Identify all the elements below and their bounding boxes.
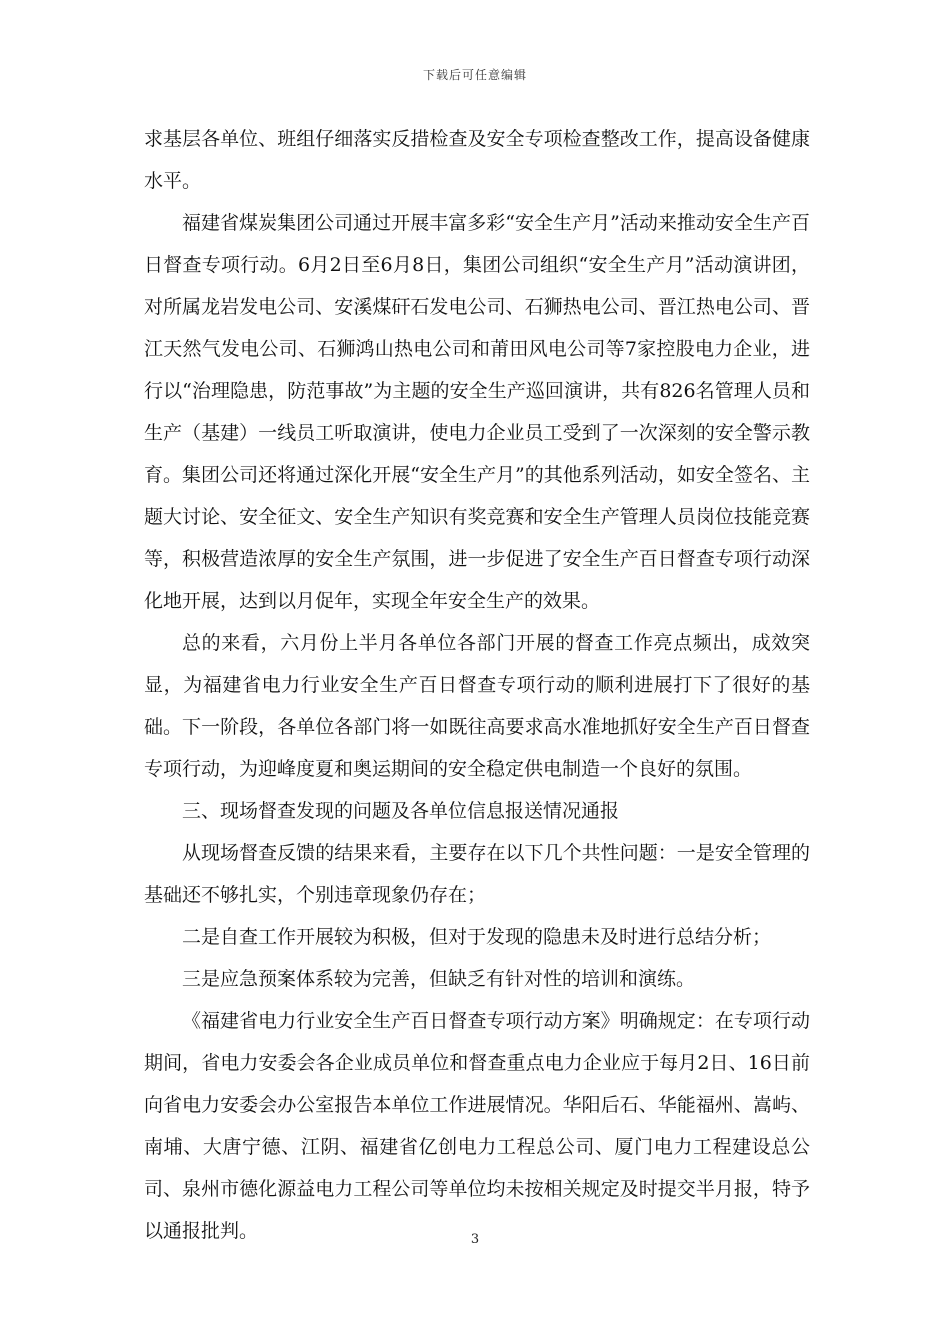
paragraph-issue-one: 从现场督查反馈的结果来看，主要存在以下几个共性问题：一是安全管理的基础还不够扎实，个别违章现象仍存在； <box>144 842 810 906</box>
paragraph-summary: 总的来看，六月份上半月各单位各部门开展的督查工作亮点频出，成效突显，为福建省电力行业安全生产百日督查专项行动的顺利进展打下了很好的基础。下一阶段，各单位各部门将一如既往高要求高水准地抓好安全生产百日督查专项行动，为迎峰度夏和奥运期间的安全稳定供电制造一个良好的氛围。 <box>144 632 810 780</box>
page-number: 3 <box>470 1232 480 1247</box>
page-header: 下载后可任意编辑 <box>422 68 527 82</box>
paragraph-continuation: 求基层各单位、班组仔细落实反措检查及安全专项检查整改工作，提高设备健康水平。 <box>144 128 810 192</box>
paragraph-coal-group: 福建省煤炭集团公司通过开展丰富多彩“安全生产月”活动来推动安全生产百日督查专项行动。6月2日至6月8日，集团公司组织“安全生产月”活动演讲团，对所属龙岩发电公司、安溪煤矸石发电公司、石狮热电公司、晋江热电公司、晋江天然气发电公司、石狮鸿山热电公司和莆田风电公司等7家控股电力企业，进行以“治理隐患，防范事故”为主题的安全生产巡回演讲，共有826名管理人员和生产（基建）一线员工听取演讲，使电力企业员工受到了一次深刻的安全警示教育。集团公司还将通过深化开展“安全生产月”的其他系列活动，如安全签名、主题大讨论、安全征文、安全生产知识有奖竞赛和安全生产管理人员岗位技能竞赛等，积极营造浓厚的安全生产氛围，进一步促进了安全生产百日督查专项行动深化地开展，达到以月促年，实现全年安全生产的效果。 <box>144 212 810 612</box>
section-heading-issues: 三、现场督查发现的问题及各单位信息报送情况通报 <box>182 800 620 822</box>
paragraph-issue-three: 三是应急预案体系较为完善，但缺乏有针对性的培训和演练。 <box>182 968 696 990</box>
paragraph-issue-two: 二是自查工作开展较为积极，但对于发现的隐患未及时进行总结分析； <box>182 926 772 948</box>
document-body <box>144 118 810 1252</box>
paragraph-reporting: 《福建省电力行业安全生产百日督查专项行动方案》明确规定：在专项行动期间，省电力安委会各企业成员单位和督查重点电力企业应于每月2日、16日前向省电力安委会办公室报告本单位工作进展情况。华阳后石、华能福州、嵩屿、南埔、大唐宁德、江阴、福建省亿创电力工程总公司、厦门电力工程建设总公司、泉州市德化源益电力工程公司等单位均未按相关规定及时提交半月报，特予以通报批判。 <box>144 1010 810 1242</box>
